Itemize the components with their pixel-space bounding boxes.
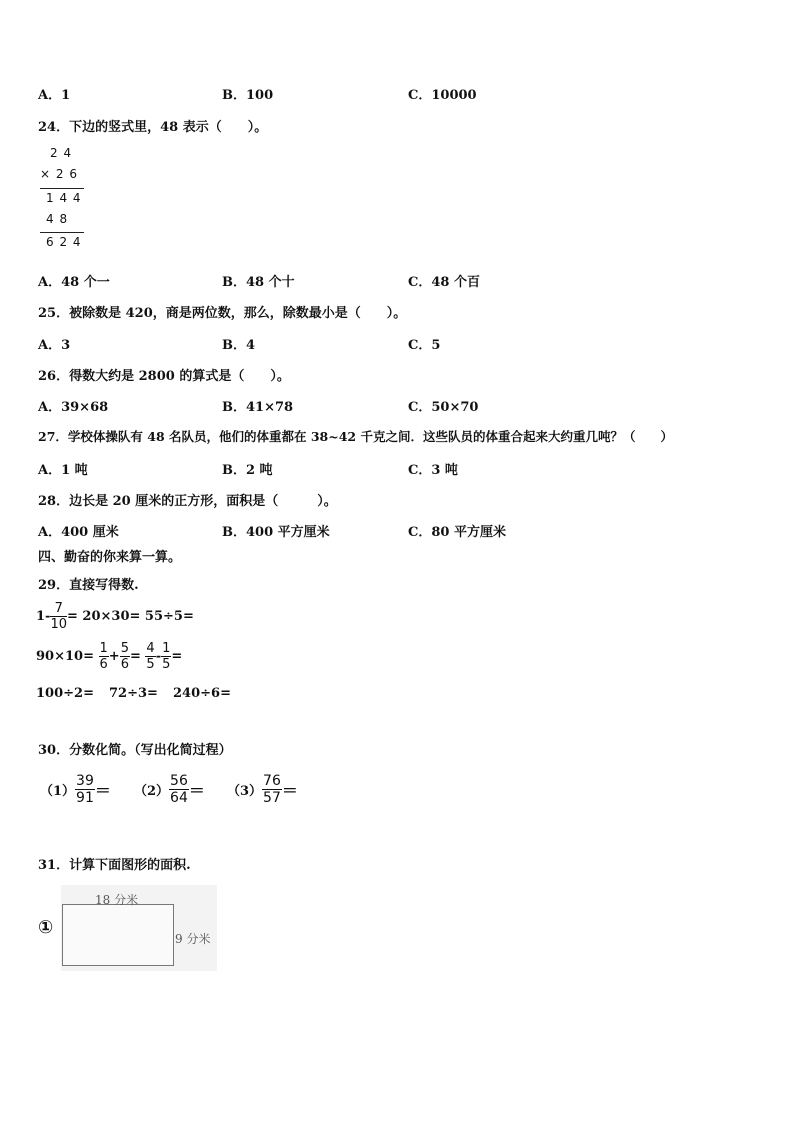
section-4-heading: 四、勤奋的你来算一算。 [38, 550, 182, 565]
q24-option-b: B．48 个十 [222, 275, 295, 290]
fraction-56-64: $\frac{56}{64}$ [170, 773, 188, 806]
q24-option-c: C．48 个百 [408, 275, 480, 290]
fraction-39-91: $\frac{39}{91}$ [76, 773, 94, 806]
vertical-row-2: × 2 6 [40, 167, 78, 181]
q30-stem: 30．分数化简。（写出化简过程） [38, 743, 232, 758]
q29-row3-a: 100÷2= [36, 686, 94, 701]
minus-sign: - [155, 649, 162, 664]
q25-option-a: A．3 [38, 338, 71, 353]
fraction-1-5: $\frac{1}{5}$ [162, 641, 171, 672]
fraction-4-5: $\frac{4}{5}$ [146, 641, 155, 672]
q23-option-c: C．10000 [408, 88, 477, 103]
rectangle-height-label: 9 分米 [175, 932, 211, 946]
vertical-row-1: 2 4 [50, 146, 73, 160]
q25-option-b: B．4 [222, 338, 256, 353]
vertical-line-2 [40, 232, 84, 233]
q28-option-a: A．400 厘米 [38, 525, 119, 540]
q29-row-1 [36, 602, 194, 631]
fraction-7-10: $\frac{7}{10}$ [50, 601, 67, 632]
q26-stem: 26．得数大约是 2800 的算式是（ ）。 [38, 369, 290, 384]
vertical-row-3: 1 4 4 [46, 191, 82, 205]
q30-part-2: （2） $\frac{56}{64}$ ＝ [134, 773, 205, 806]
vertical-line-1 [40, 188, 84, 189]
equals-sign: = [129, 649, 141, 664]
q27-option-b: B．2 吨 [222, 463, 273, 478]
q29-row3-c: 240÷6= [173, 686, 231, 701]
fraction-5-6: $\frac{5}{6}$ [120, 641, 129, 672]
q28-stem: 28．边长是 20 厘米的正方形，面积是（ ）。 [38, 494, 337, 509]
plus-sign: + [108, 649, 120, 664]
q25-option-c: C．5 [408, 338, 441, 353]
q23-option-a: A．1 [38, 88, 71, 103]
q25-stem: 25．被除数是 420，商是两位数，那么，除数最小是（ ）。 [38, 306, 407, 321]
q27-stem: 27．学校体操队有 48 名队员，他们的体重都在 38~42 千克之间．这些队员的体重合起来大约重几吨？（ ） [38, 429, 673, 444]
q26-option-c: C．50×70 [408, 400, 479, 415]
q30-part-1: （1） $\frac{39}{91}$ ＝ [40, 773, 111, 806]
q24-option-a: A．48 个一 [38, 275, 110, 290]
q29-row3-b: 72÷3= [109, 686, 158, 701]
rectangle-width-label: 18 分米 [95, 893, 139, 907]
q29-row2-prefix: 90×10= [36, 649, 94, 664]
q29-row2-end: = [171, 649, 183, 664]
q24-stem: 24．下边的竖式里，48 表示（ ）。 [38, 120, 268, 135]
vertical-row-4: 4 8 [46, 212, 69, 226]
q27-option-a: A．1 吨 [38, 463, 88, 478]
q27-option-c: C．3 吨 [408, 463, 458, 478]
q31-stem: 31．计算下面图形的面积. [38, 858, 191, 873]
q31-marker: ① [38, 917, 54, 938]
q28-option-b: B．400 平方厘米 [222, 525, 330, 540]
q26-option-a: A．39×68 [38, 400, 109, 415]
q28-option-c: C．80 平方厘米 [408, 525, 506, 540]
q23-option-b: B．100 [222, 88, 274, 103]
q29-stem: 29．直接写得数. [38, 578, 139, 593]
q29-row1-rest: = 20×30= 55÷5= [67, 609, 194, 624]
q30-part-3: （3） $\frac{76}{57}$ ＝ [227, 773, 298, 806]
q29-row-2 [36, 642, 182, 671]
q29-row1-prefix: 1- [36, 609, 51, 624]
rectangle-figure [62, 904, 174, 966]
fraction-1-6: $\frac{1}{6}$ [99, 641, 108, 672]
fraction-76-57: $\frac{76}{57}$ [263, 773, 281, 806]
vertical-row-5: 6 2 4 [46, 235, 82, 249]
q26-option-b: B．41×78 [222, 400, 294, 415]
